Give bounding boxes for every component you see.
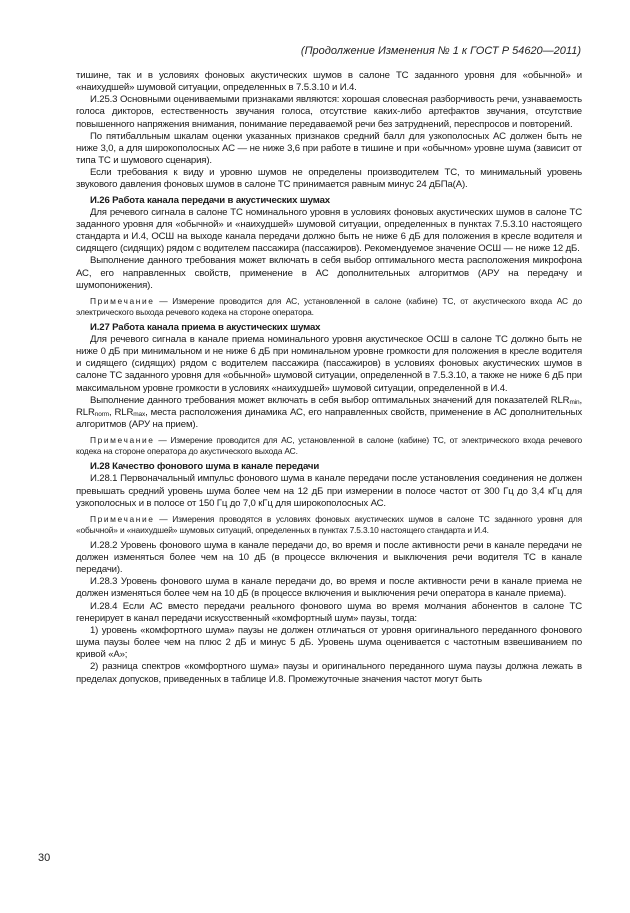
text-run: , места расположения динамика АС, его направленных свойств, применение в АС дополнительных алгоритмов (АРУ на прием). <box>76 406 582 431</box>
note-text: — Измерения проводятся в условиях фоновых акустических шумов в салоне ТС заданного уровня для «обычной» и «наихудшей» шумовых ситуаций, определенных в пунктах 7.5.3.10 настоящего стандарта и И.4. <box>76 513 582 535</box>
note <box>76 296 582 318</box>
running-header: (Продолжение Изменения № 1 к ГОСТ Р 54620—2011) <box>300 45 581 57</box>
paragraph: Для речевого сигнала в канале приема номинального уровня акустическое ОСШ в салоне ТС должно быть не ниже 0 дБ при минимальном и не ниже 6 дБ при номинальном уровне громкости для положения в кресле водителя и сидящего (сидящих) рядом с водителем пассажира (пассажиров) в условиях фоновых акустических шумов в салоне ТС заданного уровня для «обычной» шумовой ситуации, определенной в 7.5.3.10, а также не ниже 6 дБ при максимальном уровне громкости в условиях «наихудшей» шумовой ситуации, определенной в И.4. <box>76 333 582 394</box>
body-text <box>76 70 582 686</box>
note-label: Примечание <box>90 295 155 306</box>
list-item: 1) уровень «комфортного шума» паузы не должен отличаться от уровня оригинального переданного фонового шума паузы более чем на плюс 2 дБ и минус 5 дБ. Уровень шума оценивается с частотным взвешиванием по кривой «А»; <box>76 624 582 661</box>
list-item: 2) разница спектров «комфортного шума» паузы и оригинального переданного шума паузы должна лежать в пределах допусков, приведенных в таблице И.8. Промежуточные значения частот могут быть <box>76 661 582 685</box>
note-label: Примечание <box>90 513 155 524</box>
text-run: , RLR <box>108 406 134 418</box>
paragraph <box>76 395 582 431</box>
section-heading: И.27 Работа канала приема в акустических шумах <box>90 321 321 333</box>
note-label: Примечание <box>90 435 155 446</box>
paragraph: И.28.1 Первоначальный импульс фонового шума в канале передачи после установления соединения не должен превышать средний уровень шума более чем на 12 дБ при измерении в полосе частот от 300 Гц до 3,4 кГц для узкополосных и в полосе от 150 Гц до 7,0 кГц для широкополосных АС. <box>76 473 582 509</box>
text-run: , RLR <box>76 394 582 418</box>
subscript: norm <box>94 410 109 418</box>
section-heading: И.28 Качество фонового шума в канале передачи <box>90 461 320 473</box>
paragraph: тишине, так и в условиях фоновых акустических шумов в салоне ТС заданного уровня для «обычной» и «наихудшей» шумовой ситуации, определенных в 7.5.3.10 и И.4. <box>76 70 582 94</box>
note <box>76 435 582 457</box>
subscript: min <box>569 398 580 406</box>
note-text: — Измерение проводится для АС, установленной в салоне (кабине) ТС, от электрического входа речевого кодека на стороне оператора до акустического выхода АС. <box>76 435 582 457</box>
paragraph: И.28.3 Уровень фонового шума в канале передачи до, во время и после активности речи в канале приема не должен изменяться более чем на 10 дБ (в процессе включения и выключения речи оператора в канале приема). <box>76 576 582 600</box>
page-number: 30 <box>38 852 51 864</box>
paragraph: Если требования к виду и уровню шумов не определены производителем ТС, то минимальный уровень звукового давления фоновых шумов в салоне ТС принимается равным минус 24 дБПа(А). <box>76 167 582 191</box>
paragraph: Для речевого сигнала в салоне ТС номинального уровня в условиях фоновых акустических шумов в салоне ТС заданного уровня для «обычной» и «наихудшей» шумовой ситуации, определенных в пунктах 7.5.3.10 настоящего стандарта и И.4, ОСШ на выходе канала передачи должно быть не ниже 6 дБ для положения в кресле водителя и сидящего (сидящих) рядом с водителем пассажира (пассажиров). Рекомендуемое значение ОСШ — не ниже 12 дБ. <box>76 206 582 255</box>
section-heading: И.26 Работа канала передачи в акустических шумах <box>90 194 330 206</box>
note <box>76 514 582 536</box>
paragraph: И.25.3 Основными оцениваемыми признаками являются: хорошая словесная разборчивость речи, узнаваемость голоса дикторов, естественность звучания голоса, отсутствие каких-либо артефактов звучания, отсутствие повышенного напряжения внимания, понимание передаваемой речи без затруднений, переспросов и повторений. <box>76 94 582 130</box>
text-run: Выполнение данного требования может включать в себя выбор оптимальных значений для показателей RLR <box>90 394 570 406</box>
paragraph: Выполнение данного требования может включать в себя выбор оптимального места расположения микрофона АС, его направленных свойств, применение в АС дополнительных алгоритмов (АРУ на передачу и шумопонижения). <box>76 255 582 291</box>
paragraph: И.28.2 Уровень фонового шума в канале передачи до, во время и после активности речи в канале передачи не должен изменяться более чем на 10 дБ (в процессе включения и выключения речи водителя ТС в канале передачи). <box>76 539 582 576</box>
subscript: max <box>133 410 146 418</box>
note-text: — Измерение проводится для АС, установленной в салоне (кабине) ТС, от акустического входа АС до электрического выхода речевого кодека на стороне оператора. <box>76 295 582 317</box>
paragraph: По пятибалльным шкалам оценки указанных признаков средний балл для узкополосных АС должен быть не ниже 3,0, а для широкополосных АС — не ниже 3,6 при работе в тишине и при «обычном» уровне шума (зависит от типа ТС и шумового сценария). <box>76 130 582 167</box>
paragraph: И.28.4 Если АС вместо передачи реального фонового шума во время молчания абонентов в салоне ТС генерирует в канал передачи искусственный «комфортный шум» паузы, тогда: <box>76 600 582 624</box>
